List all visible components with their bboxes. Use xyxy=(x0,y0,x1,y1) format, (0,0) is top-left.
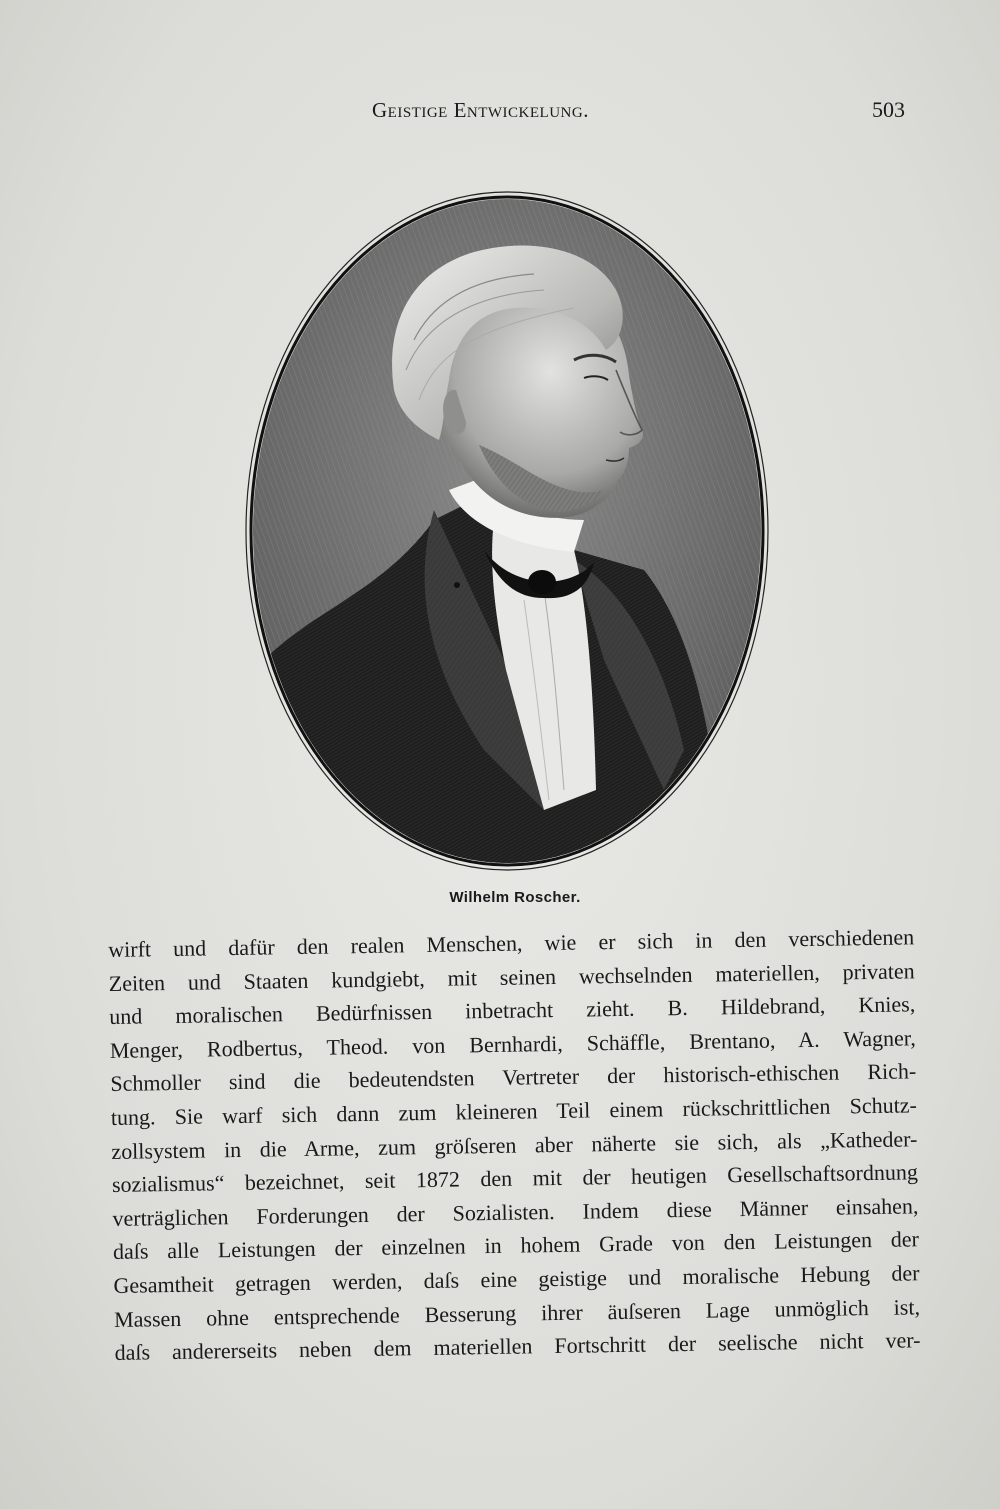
text-line: Schmoller sind die bedeutendsten Vertreter der historisch-ethischen Rich- xyxy=(110,1058,917,1097)
text-line: daſs alle Leistungen der einzelnen in hohem Grade von den Leistungen der xyxy=(112,1226,920,1265)
text-line: Massen ohne entsprechende Besserung ihrer äuſseren Lage unmöglich ist, xyxy=(113,1293,921,1332)
text-line: sozialismus“ bezeichnet, seit 1872 den mit der heutigen Gesellschaftsordnung xyxy=(111,1159,919,1198)
text-line: wirft und dafür den realen Menschen, wie er sich in den verschiedenen xyxy=(108,924,915,962)
text-line: Menger, Rodbertus, Theod. von Bernhardi, Schäffle, Brentano, A. Wagner, xyxy=(109,1025,916,1063)
text-line: daſs andererseits neben dem materiellen Fortschritt der seelische nicht ver- xyxy=(114,1327,921,1366)
page-number: 503 xyxy=(872,97,905,122)
text-line: zollsystem in die Arme, zum gröſseren aber näherte sie sich, als „Katheder- xyxy=(111,1125,918,1164)
portrait-engraving xyxy=(244,190,770,872)
figure-caption: Wilhelm Roscher. xyxy=(449,889,581,906)
text-line: tung. Sie warf sich dann zum kleineren Teil einem rückschrittlichen Schutz- xyxy=(110,1092,917,1130)
text-line: Zeiten und Staaten kundgiebt, mit seinen wechselnden materiellen, privaten xyxy=(108,957,915,996)
running-head: Geistige Entwickelung. xyxy=(372,98,589,122)
text-line: Gesamtheit getragen werden, daſs eine geistige und moralische Hebung der xyxy=(113,1260,920,1298)
body-text xyxy=(108,920,921,1369)
text-line: verträglichen Forderungen der Sozialisten. Indem diese Männer einsahen, xyxy=(112,1193,919,1231)
text-line: und moralischen Bedürfnissen inbetracht zieht. B. Hildebrand, Knies, xyxy=(109,991,916,1030)
